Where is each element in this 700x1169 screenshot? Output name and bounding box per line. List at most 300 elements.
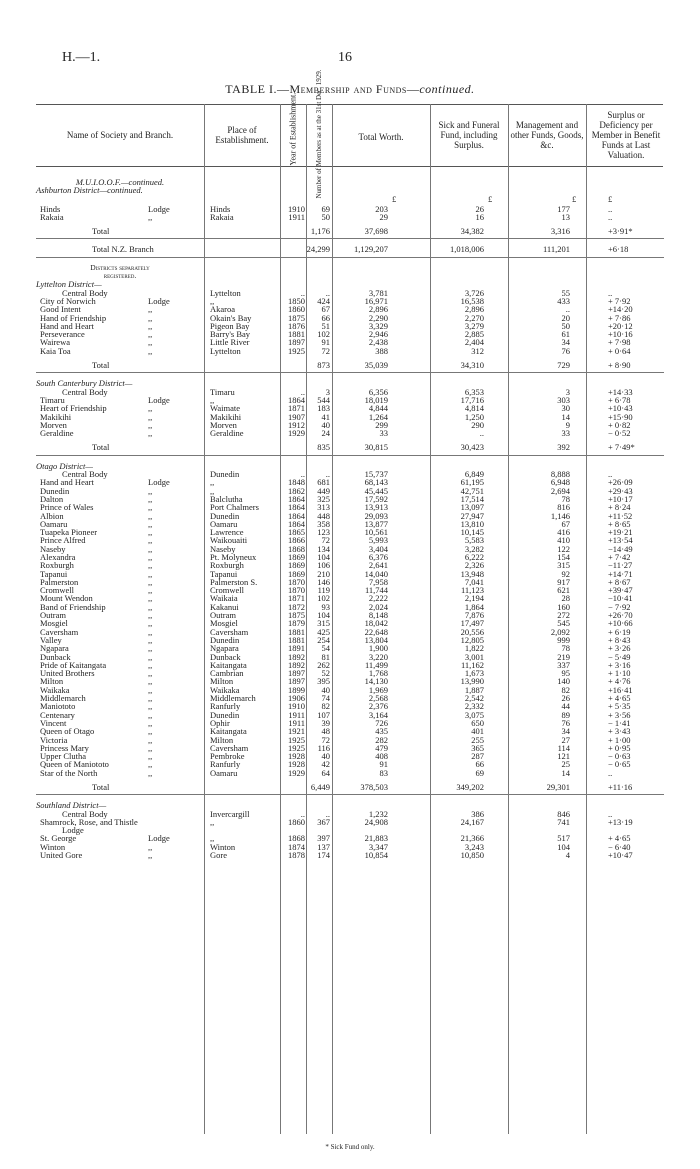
members-cell: 210 [317, 568, 330, 579]
col-header-worth: Total Worth. [358, 132, 404, 142]
branch-name-cell: Hand and Heart [40, 477, 94, 488]
lodge-cell: ,, [148, 841, 153, 852]
table-row [0, 561, 700, 569]
surplus-cell: +10·16 [608, 329, 633, 340]
total-worth-cell: 10,854 [364, 850, 388, 861]
management-fund-cell: 44 [561, 701, 570, 712]
management-fund-cell: 34 [561, 726, 570, 737]
surplus-cell: +39·47 [608, 585, 633, 596]
branch-name-cell: Lodge [62, 825, 84, 836]
management-fund-cell: 20 [561, 312, 570, 323]
sick-fund-cell: 349,202 [456, 782, 484, 792]
place-cell: Lawrence [210, 527, 244, 538]
members-cell: 69 [321, 203, 330, 214]
total-worth-cell: 1,969 [368, 684, 388, 695]
management-fund-cell: 4 [565, 850, 570, 861]
members-cell: 24 [321, 428, 330, 439]
branch-name-cell: Morven [40, 419, 67, 430]
title-prefix: TABLE I.— [225, 82, 290, 96]
branch-name-cell: Good Intent [40, 304, 81, 315]
col-header-place: Place of Establishment. [215, 125, 269, 145]
branch-name-cell: Centenary [40, 709, 75, 720]
management-fund-cell: 999 [557, 634, 570, 645]
total-worth-cell: 2,376 [368, 701, 388, 712]
total-row [0, 361, 700, 369]
place-cell: Waikaia [210, 593, 238, 604]
sick-fund-cell: 1,887 [464, 684, 484, 695]
place-cell: Cambrian [210, 668, 244, 679]
management-fund-cell: 177 [557, 203, 570, 214]
sick-fund-cell: 1,018,006 [450, 244, 484, 255]
lodge-cell: ,, [148, 601, 153, 612]
total-worth-cell: 18,019 [364, 394, 388, 405]
members-cell: 40 [321, 751, 330, 762]
total-worth-cell: 13,913 [364, 502, 388, 513]
place-cell: Kakanui [210, 601, 239, 612]
total-worth-cell: 30,815 [364, 442, 388, 453]
branch-name-cell: Hinds [40, 203, 61, 214]
table-row [0, 536, 700, 544]
branch-name-cell: Southland District— [36, 800, 107, 811]
place-cell: Barry's Bay [210, 329, 251, 340]
lodge-cell: ,, [148, 560, 153, 571]
year-cell: .. [300, 808, 305, 819]
lodge-cell: ,, [148, 634, 153, 645]
year-cell: 1860 [288, 304, 305, 315]
table-row [0, 826, 700, 834]
surplus-cell: + 4·65 [608, 833, 631, 844]
total-worth-cell: 68,143 [364, 477, 388, 488]
place-cell: Akaroa [210, 304, 236, 315]
lodge-cell: ,, [148, 751, 153, 762]
total-worth-cell: 282 [375, 734, 388, 745]
surplus-cell: −14·49 [608, 543, 633, 554]
sick-fund-cell: 3,075 [464, 709, 484, 720]
place-cell: Oamaru [210, 518, 238, 529]
sick-fund-cell: 3,001 [464, 651, 484, 662]
year-cell: 1864 [288, 493, 305, 504]
members-cell: 358 [317, 518, 330, 529]
surplus-cell: + 1·10 [608, 668, 631, 679]
surplus-cell: + 3·43 [608, 726, 631, 737]
lodge-cell: ,, [148, 403, 153, 414]
management-fund-cell: 140 [557, 676, 570, 687]
lodge-cell: ,, [148, 701, 153, 712]
total-worth-cell: 37,698 [364, 226, 388, 237]
year-cell: 1881 [288, 626, 305, 637]
place-cell: Kaitangata [210, 726, 247, 737]
surplus-cell: .. [608, 287, 613, 298]
sick-fund-cell: 26 [475, 203, 484, 214]
year-cell: 1876 [288, 320, 305, 331]
table-row [0, 578, 700, 586]
members-cell: 81 [321, 651, 330, 662]
members-cell: 40 [321, 419, 330, 430]
surplus-cell: +20·12 [608, 320, 633, 331]
place-cell: Outram [210, 610, 236, 621]
total-worth-cell: 17,592 [364, 493, 388, 504]
members-cell: 40 [321, 684, 330, 695]
place-cell: Rakaia [210, 211, 234, 222]
management-fund-cell: 1,146 [550, 510, 570, 521]
branch-name-cell: Caversham [40, 626, 79, 637]
year-cell: 1925 [288, 734, 305, 745]
lodge-cell: ,, [148, 709, 153, 720]
members-cell: 52 [321, 668, 330, 679]
place-cell: ,, [210, 477, 215, 488]
surplus-cell: + 7·49* [608, 442, 635, 453]
total-worth-cell: 408 [375, 751, 388, 762]
members-cell: 1,176 [310, 226, 330, 237]
total-worth-cell: 1,900 [368, 643, 388, 654]
place-cell: Timaru [210, 386, 235, 397]
place-cell: Pembroke [210, 751, 245, 762]
table-row [0, 314, 700, 322]
table-row [0, 834, 700, 842]
branch-name-cell: Middlemarch [40, 693, 86, 704]
lodge-cell: ,, [148, 659, 153, 670]
members-cell: 424 [317, 295, 330, 306]
year-cell: 1866 [288, 535, 305, 546]
members-cell: 82 [321, 701, 330, 712]
surplus-cell: + 7·42 [608, 551, 631, 562]
place-cell: Ranfurly [210, 759, 241, 770]
management-fund-cell: 122 [557, 543, 570, 554]
total-worth-cell: 29 [379, 211, 388, 222]
total-worth-cell: 8,148 [368, 610, 388, 621]
lodge-cell: ,, [148, 684, 153, 695]
branch-name-cell: Total [92, 360, 110, 371]
members-cell: 72 [321, 345, 330, 356]
management-fund-cell: 621 [557, 585, 570, 596]
year-cell: 1925 [288, 345, 305, 356]
surplus-cell: +10·66 [608, 618, 633, 629]
management-fund-cell: 26 [561, 693, 570, 704]
year-cell: 1871 [288, 403, 305, 414]
sick-fund-cell: 10,145 [460, 527, 484, 538]
total-worth-cell: 24,908 [364, 816, 388, 827]
sick-fund-cell: 1,822 [464, 643, 484, 654]
branch-name-cell: Central Body [62, 808, 108, 819]
table-row [0, 636, 700, 644]
sick-fund-cell: 16 [475, 211, 484, 222]
surplus-cell: +26·70 [608, 610, 633, 621]
lodge-cell: ,, [148, 345, 153, 356]
branch-name-cell: Otago District— [36, 460, 93, 471]
year-cell: 1848 [288, 477, 305, 488]
members-cell: 449 [317, 485, 330, 496]
total-worth-cell: 6,356 [368, 386, 388, 397]
branch-name-cell: Vincent [40, 717, 67, 728]
table-row [0, 520, 700, 528]
table-row [0, 272, 700, 280]
surplus-cell: +11·52 [608, 510, 633, 521]
members-cell: 3 [325, 386, 330, 397]
surplus-cell: − 0·65 [608, 759, 631, 770]
place-cell: ,, [210, 816, 215, 827]
table-row [0, 338, 700, 346]
total-worth-cell: 22,648 [364, 626, 388, 637]
surplus-cell: +13·19 [608, 816, 633, 827]
total-worth-cell: 299 [375, 419, 388, 430]
branch-name-cell: Districts separately [90, 262, 150, 272]
surplus-cell: + 3·56 [608, 709, 631, 720]
year-cell: 1907 [288, 411, 305, 422]
surplus-cell: +14·71 [608, 568, 633, 579]
members-cell: 835 [317, 442, 330, 453]
lodge-cell: ,, [148, 717, 153, 728]
total-worth-cell: 45,445 [364, 485, 388, 496]
sick-fund-cell: 2,194 [464, 593, 484, 604]
sick-fund-cell: 66 [475, 759, 484, 770]
place-cell: Roxburgh [210, 560, 244, 571]
table-row [0, 727, 700, 735]
members-cell: 873 [317, 360, 330, 371]
place-cell: Ranfurly [210, 701, 241, 712]
branch-name-cell: Rakaia [40, 211, 64, 222]
management-fund-cell: 78 [561, 493, 570, 504]
members-cell: 6,449 [310, 782, 330, 792]
place-cell: Little River [210, 337, 250, 348]
year-cell: 1899 [288, 684, 305, 695]
branch-name-cell: Ashburton District—continued. [36, 185, 143, 196]
branch-name-cell: Victoria [40, 734, 68, 745]
lodge-cell: ,, [148, 676, 153, 687]
members-cell: 681 [317, 477, 330, 488]
branch-name-cell: Naseby [40, 543, 66, 554]
col-header-year: Year of Establishment. [288, 92, 298, 166]
table-row [0, 421, 700, 429]
table-row [0, 297, 700, 305]
lodge-cell: ,, [148, 576, 153, 587]
surplus-cell: + 6·78 [608, 394, 631, 405]
table-row [0, 429, 700, 437]
surplus-cell: + 3·16 [608, 659, 631, 670]
branch-name-cell: Dunback [40, 651, 71, 662]
sick-fund-cell: 13,948 [460, 568, 484, 579]
sick-fund-cell: 13,097 [460, 502, 484, 513]
total-worth-cell: 14,040 [364, 568, 388, 579]
branch-name-cell: Band of Friendship [40, 601, 106, 612]
lodge-cell: ,, [148, 759, 153, 770]
branch-name-cell: Hand of Friendship [40, 312, 107, 323]
total-worth-cell: 3,347 [368, 841, 388, 852]
year-cell: 1875 [288, 610, 305, 621]
total-worth-cell: 10,561 [364, 527, 388, 538]
year-cell: 1906 [288, 693, 305, 704]
sick-fund-cell: 20,556 [460, 626, 484, 637]
place-cell: ,, [210, 485, 215, 496]
surplus-cell: +11·16 [608, 782, 633, 792]
table-row [0, 495, 700, 503]
table-row [0, 586, 700, 594]
members-cell: 183 [317, 403, 330, 414]
management-fund-cell: 82 [561, 684, 570, 695]
branch-name-cell: Waikaka [40, 684, 70, 695]
management-fund-cell: 392 [557, 442, 570, 453]
year-cell: 1864 [288, 510, 305, 521]
place-cell: Dunedin [210, 469, 240, 480]
lodge-cell: ,, [148, 551, 153, 562]
management-fund-cell: 78 [561, 643, 570, 654]
place-cell: Middlemarch [210, 693, 256, 704]
total-worth-cell: 16,971 [364, 295, 388, 306]
management-fund-cell: 29,301 [546, 782, 570, 792]
table-row [0, 528, 700, 536]
table-row [0, 347, 700, 355]
total-worth-cell: 13,804 [364, 634, 388, 645]
sick-fund-cell: 287 [471, 751, 484, 762]
table-row [0, 760, 700, 768]
lodge-cell: Lodge [148, 833, 170, 844]
year-cell: 1897 [288, 337, 305, 348]
surplus-cell: − 6·40 [608, 841, 631, 852]
management-fund-cell: 76 [561, 717, 570, 728]
surplus-cell: + 8·90 [608, 360, 631, 371]
table-row [0, 702, 700, 710]
members-cell: 51 [321, 320, 330, 331]
surplus-cell: − 1·41 [608, 717, 631, 728]
management-fund-cell: 6,948 [550, 477, 570, 488]
lodge-cell: ,, [148, 693, 153, 704]
members-cell: 448 [317, 510, 330, 521]
lodge-cell: ,, [148, 643, 153, 654]
members-cell: 41 [321, 411, 330, 422]
management-fund-cell: 410 [557, 535, 570, 546]
table-row [0, 603, 700, 611]
management-fund-cell: 55 [561, 287, 570, 298]
total-worth-cell: 2,290 [368, 312, 388, 323]
lodge-cell: ,, [148, 304, 153, 315]
sick-fund-cell: 386 [471, 808, 484, 819]
management-fund-cell: 2,092 [550, 626, 570, 637]
sick-fund-cell: 7,876 [464, 610, 484, 621]
total-worth-cell: 3,781 [368, 287, 388, 298]
management-fund-cell: 3,316 [550, 226, 570, 237]
members-cell: 123 [317, 527, 330, 538]
table-row [0, 677, 700, 685]
total-worth-cell: 83 [379, 767, 388, 778]
members-cell: 367 [317, 816, 330, 827]
lodge-cell: ,, [148, 626, 153, 637]
branch-name-cell: Roxburgh [40, 560, 74, 571]
table-row [0, 694, 700, 702]
total-worth-cell: 3,329 [368, 320, 388, 331]
management-fund-cell: 416 [557, 527, 570, 538]
surplus-cell: + 8·65 [608, 518, 631, 529]
lodge-cell: Lodge [148, 203, 170, 214]
lodge-cell: ,, [148, 742, 153, 753]
members-cell: 39 [321, 717, 330, 728]
total-worth-cell: 2,946 [368, 329, 388, 340]
lodge-cell: ,, [148, 329, 153, 340]
total-worth-cell: 91 [379, 759, 388, 770]
lodge-cell: ,, [148, 767, 153, 778]
total-worth-cell: 4,844 [368, 403, 388, 414]
total-worth-cell: 726 [375, 717, 388, 728]
surplus-cell: +14·33 [608, 386, 633, 397]
branch-name-cell: Albion [40, 510, 64, 521]
total-worth-cell: 3,220 [368, 651, 388, 662]
total-worth-cell: 378,503 [360, 782, 388, 792]
total-worth-cell: 11,499 [364, 659, 388, 670]
branch-name-cell: Ngapara [40, 643, 69, 654]
branch-name-cell: Heart of Friendship [40, 403, 107, 414]
year-cell: 1872 [288, 601, 305, 612]
management-fund-cell: 272 [557, 610, 570, 621]
year-cell: 1865 [288, 527, 305, 538]
sick-fund-cell: 17,716 [460, 394, 484, 405]
col-header-sick: Sick and Funeral Fund, including Surplus. [438, 120, 500, 150]
members-cell: 146 [317, 576, 330, 587]
branch-name-cell: Queen of Otago [40, 726, 95, 737]
sick-fund-cell: 2,332 [464, 701, 484, 712]
surplus-cell: +29·43 [608, 485, 633, 496]
table-row [0, 553, 700, 561]
surplus-cell: +14·20 [608, 304, 633, 315]
branch-name-cell: Princess Mary [40, 742, 89, 753]
management-fund-cell: 154 [557, 551, 570, 562]
lodge-cell: ,, [148, 428, 153, 439]
members-cell: 106 [317, 560, 330, 571]
year-cell: 1911 [288, 709, 305, 720]
surplus-cell: + 0·64 [608, 345, 631, 356]
lodge-cell: ,, [148, 651, 153, 662]
members-cell: 72 [321, 535, 330, 546]
lodge-cell: ,, [148, 337, 153, 348]
members-cell: 42 [321, 759, 330, 770]
members-cell: 102 [317, 593, 330, 604]
branch-name-cell: Timaru [40, 394, 65, 405]
sick-fund-cell: 17,497 [460, 618, 484, 629]
total-worth-cell: 3,404 [368, 543, 388, 554]
year-cell: 1879 [288, 618, 305, 629]
total-row [0, 245, 700, 253]
place-cell: Gore [210, 850, 227, 861]
lodge-cell: ,, [148, 668, 153, 679]
place-cell: Invercargill [210, 808, 250, 819]
lodge-cell: ,, [148, 411, 153, 422]
branch-name-cell: Winton [40, 841, 66, 852]
sick-fund-cell: 42,751 [460, 485, 484, 496]
lodge-cell: ,, [148, 527, 153, 538]
year-cell: 1881 [288, 634, 305, 645]
place-cell: ,, [210, 295, 215, 306]
management-fund-cell: 34 [561, 337, 570, 348]
members-cell: 24,299 [306, 244, 330, 255]
table-row [0, 413, 700, 421]
currency-symbol: £ [572, 193, 577, 204]
total-worth-cell: 15,737 [364, 469, 388, 480]
year-cell: 1911 [288, 717, 305, 728]
surplus-cell: + 8·43 [608, 634, 631, 645]
place-cell: Tapanui [210, 568, 238, 579]
year-cell: 1910 [288, 701, 305, 712]
place-cell: Caversham [210, 742, 249, 753]
col-header-members: Number of Members as at the 31st Dec. 1929. [315, 69, 323, 199]
table-row [0, 330, 700, 338]
lodge-cell: ,, [148, 518, 153, 529]
year-cell: 1869 [288, 551, 305, 562]
sick-fund-cell: 27,947 [460, 510, 484, 521]
total-worth-cell: 7,958 [368, 576, 388, 587]
place-cell: Morven [210, 419, 237, 430]
year-cell: 1875 [288, 312, 305, 323]
surplus-cell: + 4·65 [608, 693, 631, 704]
members-cell: 74 [321, 693, 330, 704]
total-worth-cell: 3,164 [368, 709, 388, 720]
place-cell: ,, [210, 394, 215, 405]
